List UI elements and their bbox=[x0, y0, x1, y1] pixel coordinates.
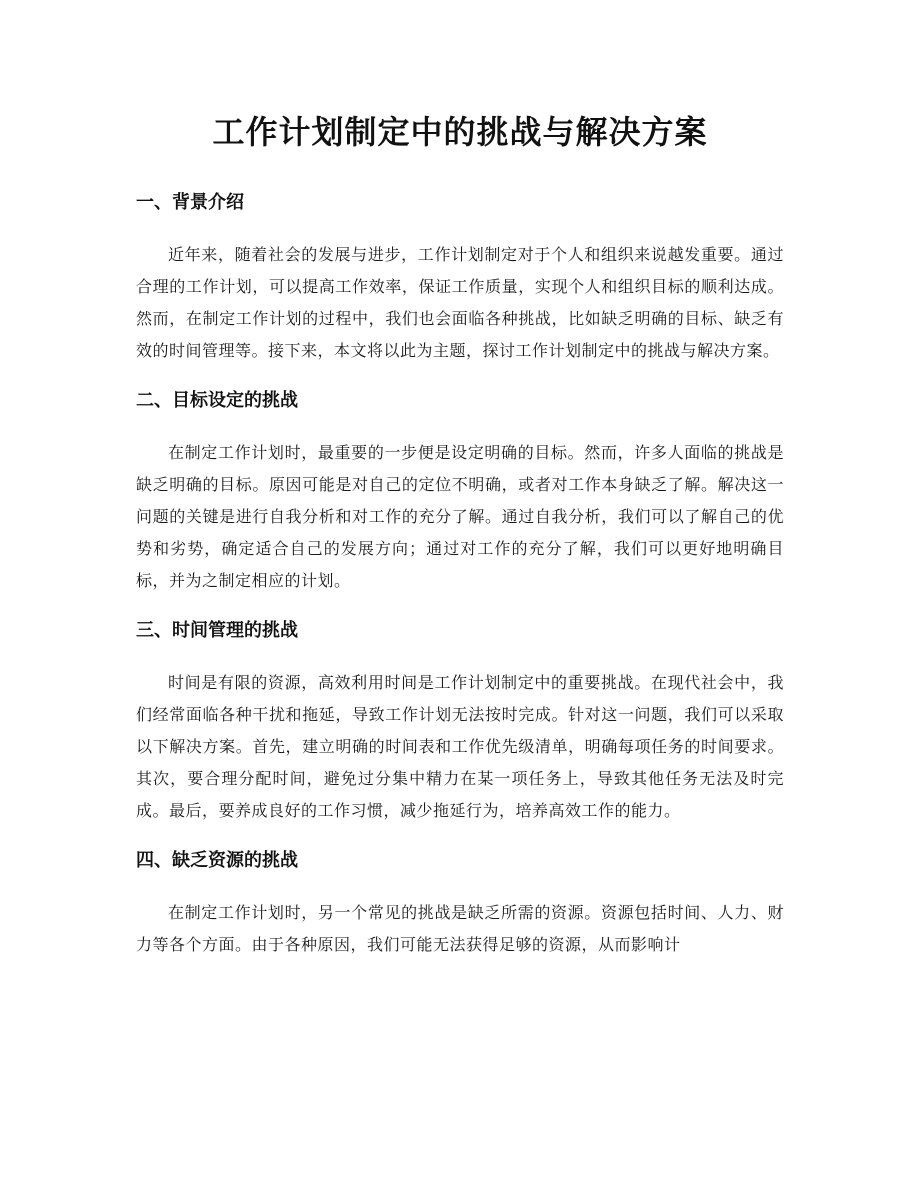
document-title: 工作计划制定中的挑战与解决方案 bbox=[212, 113, 708, 151]
section-paragraph: 近年来，随着社会的发展与进步，工作计划制定对于个人和组织来说越发重要。通过合理的工作计划，可以提高工作效率，保证工作质量，实现个人和组织目标的顺利达成。然而，在制定工作计划的过程中，我们也会面临各种挑战，比如缺乏明确的目标、缺乏有效的时间管理等。接下来，本文将以此为主题，探讨工作计划制定中的挑战与解决方案。 bbox=[136, 245, 784, 360]
section-heading: 二、目标设定的挑战 bbox=[136, 390, 298, 411]
section-heading: 四、缺乏资源的挑战 bbox=[136, 850, 298, 871]
section-heading: 三、时间管理的挑战 bbox=[136, 620, 298, 641]
section-background bbox=[136, 190, 784, 367]
section-heading: 一、背景介绍 bbox=[136, 192, 244, 213]
section-paragraph: 在制定工作计划时，最重要的一步便是设定明确的目标。然而，许多人面临的挑战是缺乏明确的目标。原因可能是对自己的定位不明确，或者对工作本身缺乏了解。解决这一问题的关键是进行自我分析和对工作的充分了解。通过自我分析，我们可以了解自己的优势和劣势，确定适合自己的发展方向；通过对工作的充分了解，我们可以更好地明确目标，并为之制定相应的计划。 bbox=[136, 443, 784, 590]
section-paragraph: 在制定工作计划时，另一个常见的挑战是缺乏所需的资源。资源包括时间、人力、财力等各个方面。由于各种原因，我们可能无法获得足够的资源，从而影响计 bbox=[136, 903, 784, 954]
section-paragraph: 时间是有限的资源，高效利用时间是工作计划制定中的重要挑战。在现代社会中，我们经常面临各种干扰和拖延，导致工作计划无法按时完成。针对这一问题，我们可以采取以下解决方案。首先，建立明确的时间表和工作优先级清单，明确每项任务的时间要求。其次，要合理分配时间，避免过分集中精力在某一项任务上，导致其他任务无法及时完成。最后，要养成良好的工作习惯，减少拖延行为，培养高效工作的能力。 bbox=[136, 673, 784, 820]
section-goal-setting bbox=[136, 388, 784, 597]
section-time-management bbox=[136, 618, 784, 827]
section-lack-of-resources bbox=[136, 848, 784, 961]
